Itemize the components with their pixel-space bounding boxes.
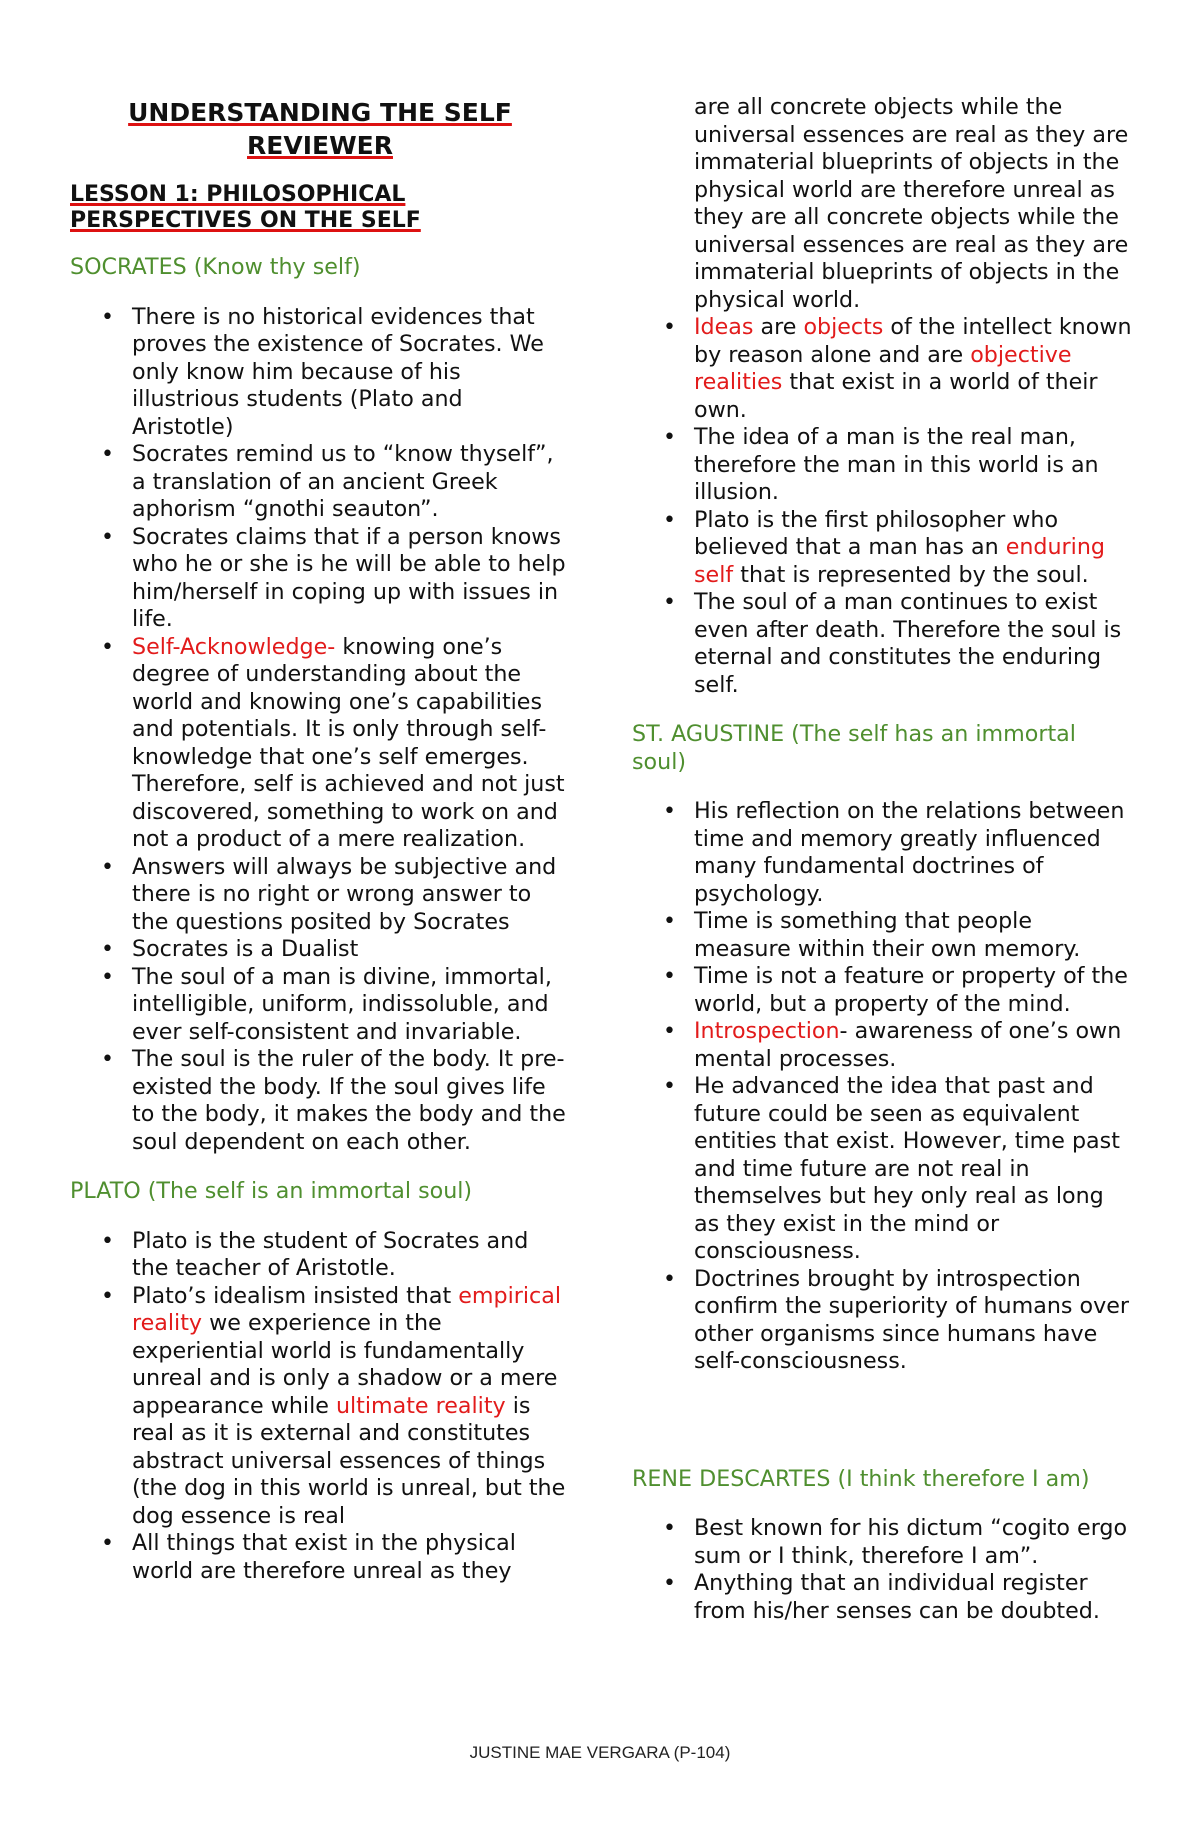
list-item: • All things that exist in the physical world are therefore unreal as they [70,1530,570,1585]
plato-list [70,1228,570,1586]
list-item-text: knowing one’s degree of understanding about the world and knowing one’s capabilities and potentials. It is only through self-knowledge that one’s self emerges. Therefore, self is achieved and not just discovered, something to work on and not a product of a mere realization. [132,633,565,852]
highlight-term: objective realities [694,341,1072,395]
list-item: • Doctrines brought by introspection confirm the superiority of humans over other organisms since humans have self-consciousness. [632,1266,1132,1376]
descartes-list [632,1515,1132,1625]
list-item: • The soul of a man continues to exist even after death. Therefore the soul is eternal and constitutes the enduring self. [632,589,1132,699]
list-item [70,634,570,854]
list-item-text: that is represented by the soul. [733,561,1089,588]
list-item-text: of the intellect known by reason alone and are [694,314,1132,368]
plato-heading: PLATO (The self is an immortal soul) [70,1178,473,1204]
list-item-text: Plato is the first philosopher who believed that a man has an [694,506,1059,560]
list-item-text: that exist in a world of their own. [694,369,1098,423]
list-item: • The soul is the ruler of the body. It pre-existed the body. If the soul gives life to the body, it makes the body and the soul dependent on each other. [70,1046,570,1156]
list-item-text: are [753,314,804,340]
augustine-list [632,798,1132,1376]
augustine-heading: ST. AGUSTINE (The self has an immortal soul) [632,721,1076,775]
list-item-text: - awareness of one’s own mental processes. [694,1018,1122,1072]
highlight-term: Introspection [694,1018,840,1044]
list-item: • The soul of a man is divine, immortal, intelligible, uniform, indissoluble, and ever self-consistent and invariable. [70,964,570,1047]
list-item-text: we experience in the experiential world is fundamentally unreal and is only a shadow or a mere appearance while [132,1310,558,1419]
list-item: • The idea of a man is the real man, therefore the man in this world is an illusion. [632,424,1132,507]
document-title: UNDERSTANDING THE SELF REVIEWER [128,98,512,160]
list-item: • His reflection on the relations between time and memory greatly influenced many fundamental doctrines of psychology. [632,798,1132,908]
socrates-heading: SOCRATES (Know thy self) [70,254,361,280]
list-item: • Plato is the student of Socrates and the teacher of Aristotle. [70,1228,570,1283]
list-item: • He advanced the idea that past and future could be seen as equivalent entities that exist. However, time past and time future are not real in themselves but hey only real as long as they exist in the mind or consciousness. [632,1073,1132,1266]
lesson-heading: LESSON 1: PHILOSOPHICAL PERSPECTIVES ON THE SELF [70,182,421,233]
highlight-term: Self-Acknowledge- [132,633,336,660]
list-item: • There is no historical evidences that proves the existence of Socrates. We only know him because of his illustrious students (Plato and Aristotle) [70,304,570,442]
list-item: • Socrates is a Dualist [70,936,570,964]
list-item [70,1283,570,1531]
highlight-term: objects [803,314,884,340]
list-item: • Time is not a feature or property of the world, but a property of the mind. [632,963,1132,1018]
list-item: • Best known for his dictum “cogito ergo sum or I think, therefore I am”. [632,1515,1132,1570]
highlight-term: empirical reality [132,1282,562,1336]
list-item: • Socrates remind us to “know thyself”, a translation of an ancient Greek aphorism “gnothi seauton”. [70,441,570,524]
highlight-term: Ideas [694,314,754,340]
list-item: • Anything that an individual register from his/her senses can be doubted. [632,1570,1132,1625]
list-item-text: is real as it is external and constitutes abstract universal essences of things (the dog in this world is unreal, but the dog essence is real [132,1392,566,1529]
spacer [632,1398,1132,1466]
list-item [632,314,1132,424]
socrates-list [70,304,570,1157]
highlight-term: enduring self [694,534,1105,588]
descartes-heading: RENE DESCARTES (I think therefore I am) [632,1465,1090,1492]
list-item-text: Plato’s idealism insisted that [132,1282,459,1309]
right-column [632,94,1132,1647]
highlight-term: ultimate reality [335,1392,506,1419]
list-item-continuation: are all concrete objects while the universal essences are real as they are immaterial blueprints of objects in the physical world are therefore unreal as they are all concrete objects while the universal essences are real as they are immaterial blueprints of objects in the physical world. [694,94,1129,313]
list-item: • Answers will always be subjective and there is no right or wrong answer to the questions posited by Socrates [70,854,570,937]
left-column [70,88,570,1607]
list-item: • Time is something that people measure within their own memory. [632,908,1132,963]
page-footer: JUSTINE MAE VERGARA (P-104) [469,1743,731,1762]
list-item [632,507,1132,590]
list-item [632,1018,1132,1073]
list-item: • Socrates claims that if a person knows who he or she is he will be able to help him/herself in coping up with issues in life. [70,524,570,634]
plato-list-continued [632,314,1132,699]
